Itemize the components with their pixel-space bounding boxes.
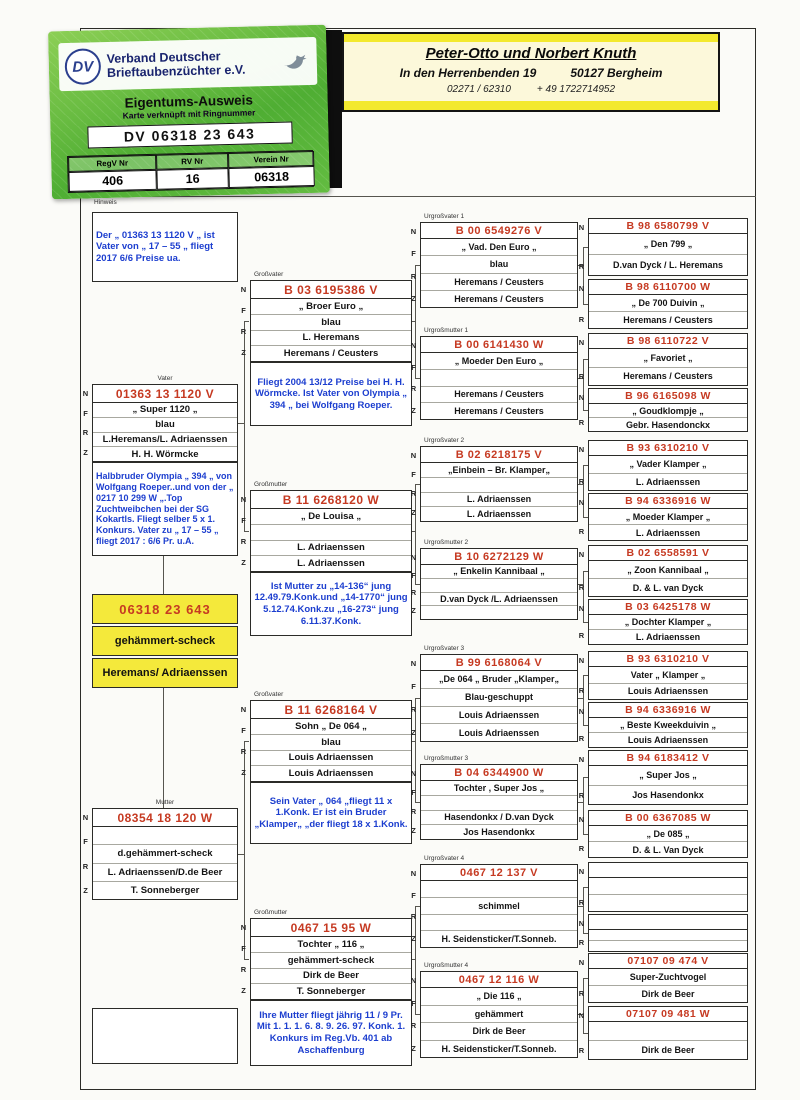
flag-letters: N F R Z: [240, 705, 247, 777]
pigeon-name: „De 064 „ Bruder „Klamper„: [421, 671, 577, 689]
card-subtitle: Karte verknüpft mit Ringnummer: [122, 107, 256, 121]
great-great-grandparent-box: [588, 493, 748, 541]
connector-line: [238, 423, 244, 424]
ring-number: [589, 863, 747, 878]
flag-letters: N F R Z: [410, 451, 417, 517]
pigeon-name: „ De 085 „: [589, 826, 747, 842]
color-line: Blau-geschuppt: [421, 689, 577, 707]
generation-label: Urgroßmutter 4: [424, 962, 469, 969]
ring-number: 07107 09 481 W: [589, 1007, 747, 1022]
great-great-grandparent-box: [588, 810, 748, 858]
ring-number: B 94 6183412 V: [589, 751, 747, 766]
pigeon-name: „Einbein – Br. Klamper„: [421, 463, 577, 478]
table-value: 16: [156, 168, 228, 190]
flag-letters: N R: [578, 867, 585, 907]
org-name-line2: Brieftaubenzüchter e.V.: [106, 62, 246, 80]
flag-letters: N F R Z: [410, 659, 417, 737]
pigeon-name: „ Enkelin Kannibaal „: [421, 565, 577, 579]
ring-number: B 11 6268120 W: [251, 491, 411, 509]
great-grandparent-box: [420, 446, 578, 522]
generation-label: Großvater: [254, 271, 284, 278]
great-great-grandparent-box: [588, 953, 748, 1003]
pigeon-name: „ Broer Euro „: [251, 299, 411, 315]
grandmother-box-1: [250, 490, 412, 572]
breeder-line: Gebr. Hasendonckx: [625, 419, 711, 430]
pigeon-name: [93, 827, 237, 845]
pigeon-name: „ Moeder Klamper „: [589, 509, 747, 525]
breeder-line: Heremans / Ceusters: [454, 293, 544, 304]
pigeon-name: „ Vader Klamper „: [589, 456, 747, 474]
great-great-grandparent-box: [588, 702, 748, 748]
grandfather-note-2: Sein Vater „ 064 „fliegt 11 x 1.Konk. Er ist ein Bruder „Klamper„ „der fliegt 18 x 1.Konk.: [250, 782, 412, 844]
breeder-line: Heremans / Ceusters: [421, 387, 577, 404]
ring-number-plate: DV 06318 23 643: [87, 121, 292, 148]
flag-letters: N R: [578, 755, 585, 800]
flag-letters: N R: [578, 445, 585, 486]
flag-letters: N F R Z: [240, 285, 247, 357]
logo-monogram: DV: [72, 57, 94, 76]
color-line: blau: [251, 735, 411, 751]
flag-letters: N R: [578, 604, 585, 640]
table-value: 406: [68, 170, 156, 192]
header-yellow-band: [344, 101, 718, 110]
flag-letters: N F R Z: [410, 227, 417, 303]
ring-number: B 02 6218175 V: [421, 447, 577, 463]
color-line: d.gehämmert-scheck: [93, 845, 237, 863]
ring-number: 0467 12 116 W: [421, 972, 577, 988]
ring-number: B 04 6344900 W: [421, 765, 577, 781]
great-grandparent-box: [420, 548, 578, 620]
great-grandparent-box: [420, 764, 578, 840]
great-great-grandparent-box: [588, 651, 748, 700]
great-great-grandparent-box: [588, 1006, 748, 1060]
breeder-line: T. Sonneberger: [296, 986, 366, 998]
ring-number: B 00 6141430 W: [421, 337, 577, 353]
great-great-grandparent-box: [588, 545, 748, 597]
table-value: 06318: [228, 166, 314, 188]
ring-number: B 99 6168064 V: [421, 655, 577, 671]
breeder-line: L. Adriaenssen: [251, 541, 411, 557]
color-line: [421, 370, 577, 387]
color-line: gehämmert-scheck: [251, 953, 411, 969]
pigeon-name: [421, 881, 577, 898]
breeder-line: [589, 941, 747, 951]
great-great-grandparent-box: [588, 862, 748, 912]
flag-letters: N R: [578, 393, 585, 427]
generation-label: Großvater: [254, 691, 284, 698]
pigeon-name: Vater „ Klamper „: [589, 667, 747, 684]
header-yellow-band: [344, 34, 718, 42]
owner-name: Peter-Otto und Norbert Knuth: [425, 45, 637, 62]
connector-line: [163, 688, 164, 808]
great-grandparent-box: [420, 336, 578, 420]
pigeon-name: „ De 700 Duivin „: [589, 295, 747, 312]
breeder-line: D. & L. Van Dyck: [632, 844, 704, 855]
verband-logo-icon: [64, 48, 101, 85]
breeder-line: L. Adriaenssen: [421, 493, 577, 508]
subject-strain-box: Heremans/ Adriaenssen: [92, 658, 238, 688]
grandfather-box-1: [250, 280, 412, 362]
flag-letters: N F R Z: [410, 341, 417, 415]
flag-letters: N R: [578, 338, 585, 381]
breeder-line: H. Seidensticker/T.Sonneb.: [441, 1043, 557, 1054]
ring-number: B 00 6549276 V: [421, 223, 577, 239]
breeder-line: Dirk de Beer: [641, 1045, 695, 1055]
pigeon-icon: [281, 49, 312, 74]
pigeon-name: „ Beste Kweekduivin „: [589, 718, 747, 733]
breeder-line: Louis Adriaenssen: [627, 686, 709, 697]
ring-number: 01363 13 1120 V: [93, 385, 237, 403]
father-note: Halbbruder Olympia „ 394 „ von Wolfgang Roeper..und von der „ 0217 10 299 W „.Top Zuchtweibchen bei der SG Kokartls. Fliegt selber 5 x 1. Konkurs. Vater zu „ 17 – 55 „ fliegt 2017 : 6/6 Pr. u.A.: [92, 462, 238, 556]
pigeon-name: „ Den 799 „: [589, 234, 747, 255]
ring-number: B 11 6268164 V: [251, 701, 411, 719]
generation-label: Großmutter: [254, 909, 288, 916]
ring-number: B 00 6367085 W: [589, 811, 747, 826]
ring-number: B 98 6580799 V: [589, 219, 747, 234]
pigeon-name: „ De Louisa „: [251, 509, 411, 525]
mother-box: [92, 808, 238, 900]
great-grandparent-box: [420, 971, 578, 1058]
org-name: [107, 48, 276, 81]
breeder-line: Louis Adriaenssen: [251, 751, 411, 767]
empty-box: [92, 1008, 238, 1064]
pigeon-name: Tochter , Super Jos „: [421, 781, 577, 796]
breeder-line: T. Sonneberger: [130, 884, 200, 896]
generation-label: Urgroßmutter 1: [424, 327, 469, 334]
great-great-grandparent-box: [588, 218, 748, 276]
pigeon-name: „ Moeder Den Euro „: [421, 353, 577, 370]
breeder-line: Dirk de Beer: [641, 989, 695, 999]
breeder-line: L. Adriaenssen: [635, 632, 701, 642]
father-box: [92, 384, 238, 462]
ring-number: B 98 6110700 W: [589, 280, 747, 295]
flag-letters: N R: [578, 1011, 585, 1055]
color-line: [421, 796, 577, 811]
breeder-line: L. Adriaenssen: [635, 527, 701, 538]
grandfather-box-2: [250, 700, 412, 782]
great-great-grandparent-box: [588, 914, 748, 952]
ring-number: B 93 6310210 V: [589, 441, 747, 456]
owner-phone-1: 02271 / 62310: [446, 84, 511, 95]
pigeon-name: [589, 930, 747, 941]
breeder-line: D.van Dyck /L. Adriaenssen: [421, 593, 577, 607]
flag-letters: N F R Z: [410, 869, 417, 943]
owner-phone-2: + 49 1722714952: [536, 84, 616, 95]
ring-number: B 98 6110722 V: [589, 334, 747, 349]
breeder-line: L. Adriaenssen: [466, 509, 532, 520]
generation-label: Urgroßmutter 3: [424, 755, 469, 762]
pigeon-name: „ Zoon Kannibaal „: [589, 561, 747, 579]
breeder-line: Louis Adriaenssen: [458, 727, 540, 738]
connector-line: [163, 556, 164, 594]
breeder-line: L. Adriaenssen/D.de Beer: [93, 864, 237, 882]
pigeon-name: [589, 1022, 747, 1041]
color-line: gehämmert: [421, 1006, 577, 1024]
card-logo-strip: [58, 37, 317, 91]
color-line: [251, 525, 411, 541]
subject-color-box: gehämmert-scheck: [92, 626, 238, 656]
breeder-line: L.Heremans/L. Adriaenssen: [93, 433, 237, 448]
breeder-line: Dirk de Beer: [251, 969, 411, 985]
pigeon-name: „ Goudklompje „: [589, 404, 747, 418]
owner-header: [342, 32, 720, 112]
flag-letters: N F R Z: [410, 976, 417, 1053]
table-header: RegV Nr: [68, 155, 156, 172]
flag-letters: N R: [578, 223, 585, 271]
flag-letters: N R: [578, 919, 585, 947]
breeder-line: [421, 915, 577, 932]
great-great-grandparent-box: [588, 333, 748, 386]
pigeon-name: „ Vad. Den Euro „: [421, 239, 577, 256]
generation-label: Urgroßmutter 2: [424, 539, 469, 546]
breeder-line: D.van Dyck / L. Heremans: [612, 260, 724, 270]
table-header: Verein Nr: [228, 151, 314, 168]
color-line: blau: [93, 418, 237, 433]
owner-street: In den Herrenbenden 19: [399, 66, 537, 80]
color-line: blau: [421, 256, 577, 273]
breeder-line: Louis Adriaenssen: [421, 707, 577, 725]
table-header: RV Nr: [156, 153, 228, 170]
grandmother-box-2: [250, 918, 412, 1000]
flag-letters: N R: [578, 498, 585, 536]
great-great-grandparent-box: [588, 279, 748, 329]
great-grandparent-box: [420, 654, 578, 742]
owner-phone: [344, 84, 718, 95]
great-grandparent-box: [420, 222, 578, 308]
breeder-line: H. H. Wörmcke: [131, 448, 199, 460]
ring-number: B 93 6310210 V: [589, 652, 747, 667]
card-title: Eigentums-Ausweis: [124, 92, 254, 111]
breeder-line: L. Adriaenssen: [297, 558, 365, 570]
flag-letters: N F R Z: [240, 495, 247, 567]
grandmother-note-1: Ist Mutter zu „14-136“ jung 12.49.79.Konk.und „14-1770“ jung 5.12.74.Konk.zu „16-273“ jung 6.11.37.Konk.: [250, 572, 412, 636]
pigeon-name: „ Dochter Klamper „: [589, 615, 747, 630]
pigeon-name: Tochter „ 116 „: [251, 937, 411, 953]
generation-label: Vater: [157, 375, 173, 382]
breeder-line: Heremans / Ceusters: [421, 274, 577, 291]
breeder-line: [589, 895, 747, 911]
flag-letters: N F R Z: [410, 769, 417, 835]
ring-number: [589, 915, 747, 930]
breeder-line: L. Heremans: [251, 331, 411, 347]
flag-letters: N F R Z: [240, 923, 247, 995]
org-name-line1: Verband Deutscher: [106, 48, 221, 66]
breeder-line: Jos Hasendonkx: [632, 789, 704, 800]
ring-number: B 96 6165098 W: [589, 389, 747, 404]
flag-letters: N R: [578, 284, 585, 324]
pigeon-name: „ Super 1120 „: [93, 403, 237, 418]
ring-number: B 02 6558591 V: [589, 546, 747, 561]
great-great-grandparent-box: [588, 440, 748, 491]
breeder-line: D. & L. van Dyck: [632, 582, 704, 593]
ring-number: B 03 6195386 V: [251, 281, 411, 299]
flag-letters: N F R Z: [82, 813, 89, 895]
flag-letters: N R: [578, 550, 585, 592]
color-line: schimmel: [421, 898, 577, 915]
color-line: blau: [251, 315, 411, 331]
breeder-line: [421, 606, 577, 619]
generation-label: Großmutter: [254, 481, 288, 488]
owner-city: 50127 Bergheim: [570, 66, 663, 80]
pigeon-name: Sohn „ De 064 „: [251, 719, 411, 735]
generation-label: Urgroßvater 2: [424, 437, 465, 444]
breeder-line: Louis Adriaenssen: [627, 735, 709, 745]
breeder-line: H. Seidensticker/T.Sonneb.: [441, 934, 557, 945]
breeder-line: Heremans / Ceusters: [454, 406, 544, 417]
flag-letters: N F R Z: [82, 389, 89, 457]
ring-number: B 10 6272129 W: [421, 549, 577, 565]
ring-number: 08354 18 120 W: [93, 809, 237, 827]
generation-label: Urgroßvater 4: [424, 855, 465, 862]
great-grandparent-box: [420, 864, 578, 948]
pigeon-name: Super-Zuchtvogel: [589, 969, 747, 986]
flag-letters: N R: [578, 656, 585, 695]
pigeon-name: „ Super Jos „: [589, 766, 747, 786]
generation-label: Mutter: [155, 799, 175, 806]
breeder-line: L. Adriaenssen: [635, 476, 701, 487]
subject-ring-box: 06318 23 643: [92, 594, 238, 624]
owner-address: [344, 66, 718, 80]
hint-note: Der „ 01363 13 1120 V „ ist Vater von „ 17 – 55 „ fliegt 2017 6/6 Preise ua.: [92, 212, 238, 282]
ring-number: 0467 12 137 V: [421, 865, 577, 881]
flag-letters: N R: [578, 707, 585, 743]
great-great-grandparent-box: [588, 388, 748, 432]
breeder-line: Dirk de Beer: [421, 1023, 577, 1041]
generation-label: Urgroßvater 3: [424, 645, 465, 652]
breeder-line: Hasendonkx / D.van Dyck: [421, 811, 577, 826]
breeder-line: Jos Hasendonkx: [463, 827, 535, 838]
verband-card: [48, 25, 330, 200]
flag-letters: N R: [578, 958, 585, 998]
color-line: [421, 478, 577, 493]
ring-number: B 03 6425178 W: [589, 600, 747, 615]
ring-number: B 94 6336916 W: [589, 494, 747, 509]
generation-label: Urgroßvater 1: [424, 213, 465, 220]
grandmother-note-2: Ihre Mutter fliegt jährig 11 / 9 Pr. Mit 1. 1. 1. 6. 8. 9. 26. 97. Konk. 1. Konkurs im Reg.Vb. 401 ab Aschaffenburg: [250, 1000, 412, 1066]
breeder-line: Heremans / Ceusters: [623, 371, 713, 382]
flag-letters: N R: [578, 815, 585, 853]
ring-number: 07107 09 474 V: [589, 954, 747, 969]
connector-line: [238, 854, 244, 855]
great-great-grandparent-box: [588, 599, 748, 645]
grandfather-note-1: Fliegt 2004 13/12 Preise bei H. H. Wörmcke. Ist Vater von Olympia „ 394 „ bei Wolfgang Roeper.: [250, 362, 412, 426]
ring-number: B 94 6336916 W: [589, 703, 747, 718]
breeder-line: Heremans / Ceusters: [283, 348, 379, 360]
pigeon-name: „ Die 116 „: [421, 988, 577, 1006]
membership-table: [67, 150, 314, 193]
flag-letters: N F R Z: [410, 553, 417, 615]
pigeon-name: [589, 878, 747, 895]
breeder-line: Louis Adriaenssen: [288, 768, 374, 780]
breeder-line: Heremans / Ceusters: [623, 315, 713, 325]
great-great-grandparent-box: [588, 750, 748, 805]
pigeon-name: „ Favoriet „: [589, 349, 747, 368]
color-line: [421, 579, 577, 593]
ring-number: 0467 15 95 W: [251, 919, 411, 937]
hinweis-label: Hinweis: [94, 199, 117, 206]
